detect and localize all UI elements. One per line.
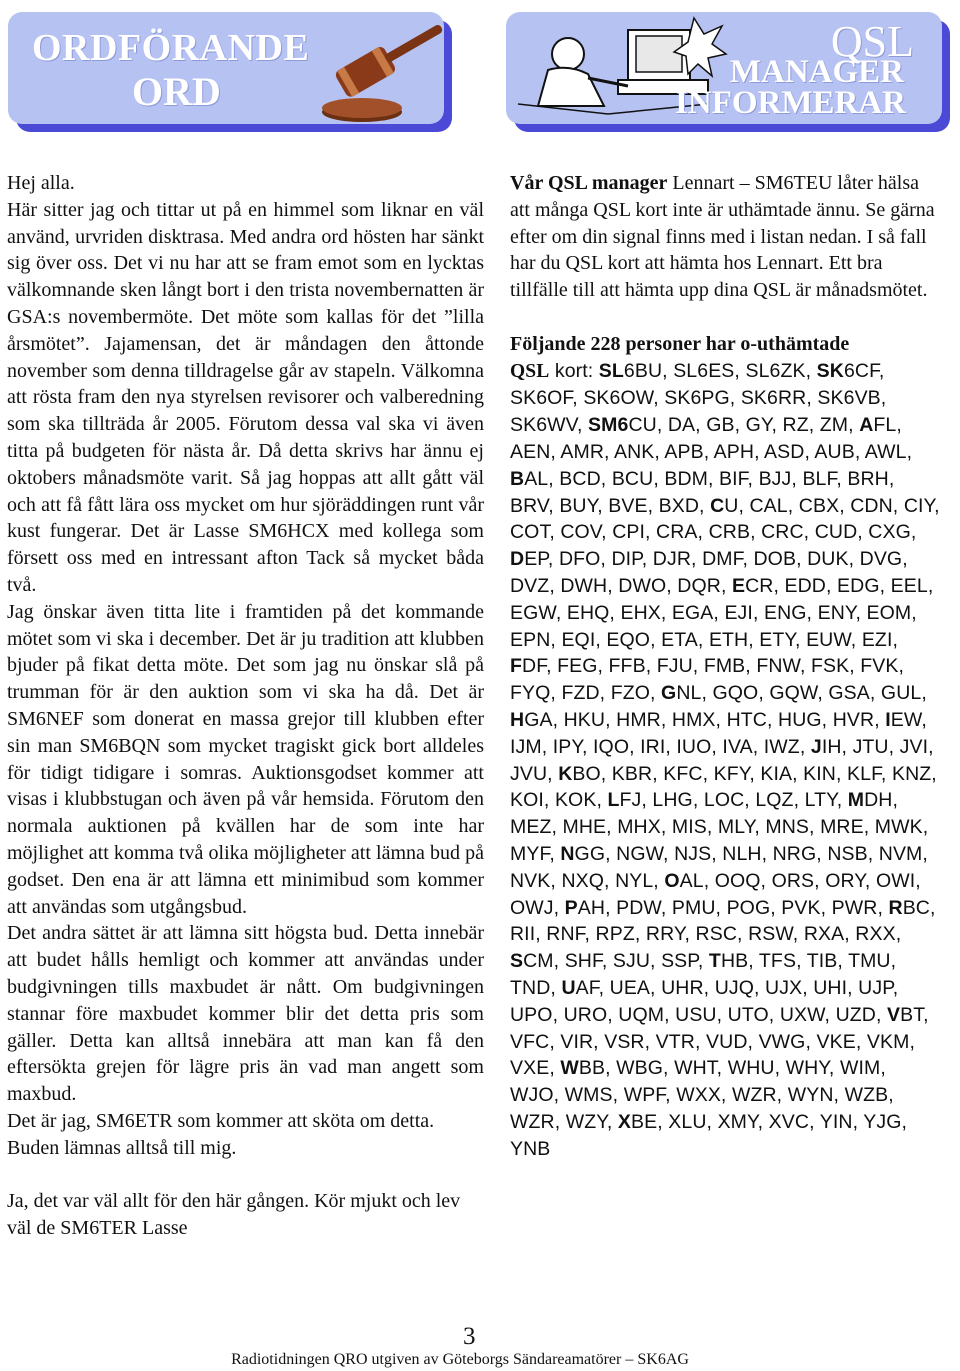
qsl-list-heading [510,331,940,358]
page-number: 3 [463,1323,476,1350]
qsl-callsign: GSA [828,682,870,705]
qsl-callsign: UEA [609,976,651,999]
qsl-callsign: MIS [671,816,707,839]
qsl-callsign: UZD [835,1003,876,1026]
header-banner-qsl [506,12,942,124]
footer-text: Radiotidningen QRO utgiven av Göteborgs Sändareamatörer – SK6AG [231,1351,689,1368]
letter-closing: Ja, det var väl allt för den här gången. Kör mjukt och lev väl de SM6TER Lasse [7,1190,461,1240]
qsl-callsign: TIB [806,950,838,973]
qsl-callsign: XLU [668,1110,707,1133]
qsl-callsign: CUD [814,521,858,544]
header-right-line1: QSL [830,17,914,66]
qsl-callsign: UJQ [714,976,754,999]
qsl-callsign: WYN [787,1084,834,1107]
qsl-callsign: EGW [510,601,556,624]
qsl-callsign: IEW [885,708,922,731]
qsl-callsign: CIY [903,494,935,517]
qsl-callsign: EJI [724,601,753,624]
qsl-callsign: FZO [610,682,650,705]
qsl-callsign: WHU [727,1057,775,1080]
qsl-callsign: URO [563,1003,608,1026]
qsl-callsign: RSW [748,923,793,946]
qsl-callsign: HGA [510,708,553,731]
qsl-callsign: KFC [663,762,703,785]
qsl-callsign: SJU [612,950,651,973]
qsl-callsign: EHX [620,601,661,624]
qsl-callsign: RXX [855,923,896,946]
qsl-callsign: CDN [850,494,893,517]
qsl-callsign: SK6OF [510,387,573,410]
qsl-callsign: JVI [899,735,929,758]
page-footer [0,1351,960,1369]
qsl-callsign: DWH [560,574,608,597]
qsl-callsign: WBB [560,1057,606,1080]
qsl-callsign: GY [745,414,772,437]
qsl-callsign: MDH [847,789,893,812]
qsl-callsign: RPZ [595,923,635,946]
qsl-callsign: NXQ [561,869,605,892]
qsl-callsign: DJR [652,548,692,571]
qsl-callsign: RII [510,923,536,946]
qsl-callsign: MEZ [510,816,552,839]
qsl-callsign: PAH [564,896,606,919]
qsl-callsign: FFB [608,655,646,678]
qsl-callsign: VBT [887,1003,924,1026]
qsl-callsign: BRH [847,467,889,490]
qsl-callsign: KBO [558,762,601,785]
qsl-callsign: FYQ [510,682,551,705]
qsl-callsign: IPY [552,735,582,758]
qsl-callsign: GUL [880,682,922,705]
qsl-callsign: WZR [731,1084,777,1107]
qsl-callsign: MYF [510,842,550,865]
qsl-callsign: VTR [655,1030,695,1053]
qsl-callsign: WHY [785,1057,829,1080]
qsl-callsign: WXX [676,1084,721,1107]
qsl-callsign: DUK [807,548,849,571]
qsl-callsign: NJS [674,842,712,865]
qsl-callsign: SK6CF [816,359,879,382]
header-left-line2: ORD [132,69,221,114]
qsl-callsign: EOM [866,601,912,624]
qsl-callsign: MHX [617,816,661,839]
qsl-list-heading2-rest: kort: [549,359,599,382]
qsl-callsign: SK6PG [664,387,730,410]
qsl-callsign: DA [667,414,696,437]
letter-paragraph: Det andra sättet är att lämna sitt högsta bud. Detta innebär att budet hålls hemligt och kommer att användas under budgivningen tills maxbudet är nått. Om budgivningen stannar före maxbudet kommer blir det detta pris som gäller. Detta kan alltså innebära att man kan få den eftersökta grejen för lägre pris än vad man angett som maxbud. [7,922,484,1106]
header-right-line2: MANAGER [729,54,904,90]
qsl-callsign: EEL [890,574,928,597]
qsl-callsign: VKE [816,1030,856,1053]
qsl-callsign: COT [510,521,550,544]
qsl-callsign: CRC [761,521,804,544]
qsl-callsign: ETH [708,628,749,651]
qsl-callsign: BCU [611,467,654,490]
qsl-callsign: VIR [560,1030,594,1053]
qsl-callsign: EUW [806,628,851,651]
qsl-callsign: GQW [769,682,818,705]
qsl-callsign: NRG [772,842,817,865]
qsl-callsign: DMF [702,548,743,571]
qsl-callsign: NVK [510,869,551,892]
qsl-callsign: MLY [717,816,755,839]
qsl-callsign: IQO [593,735,630,758]
qsl-callsign: LTY [804,789,837,812]
qsl-callsign: XVC [768,1110,810,1133]
qsl-manager-notice [510,170,940,1162]
qsl-callsign: OAL [664,869,704,892]
qsl-callsign: KLF [847,762,881,785]
qsl-callsign: GB [706,414,735,437]
qsl-callsign: BIF [719,467,748,490]
qsl-callsign: MNS [765,816,810,839]
qsl-list-heading2-bold: QSL [510,360,550,382]
qsl-callsign: MRE [820,816,864,839]
qsl-callsign: EPN [510,628,551,651]
qsl-callsign: UQM [618,1003,665,1026]
qsl-callsign: EDG [837,574,880,597]
qsl-callsign: USU [675,1003,717,1026]
qsl-callsign: WMS [564,1084,613,1107]
qsl-callsign: HMR [616,708,661,731]
qsl-callsign: CPI [612,521,645,544]
qsl-callsign: BJJ [758,467,792,490]
qsl-callsign: DVZ [510,574,550,597]
qsl-callsign: WZY [565,1110,607,1133]
qsl-callsign: EQI [561,628,596,651]
qsl-callsign: ECR [731,574,774,597]
qsl-callsign: GQO [712,682,759,705]
qsl-callsign: BLF [802,467,837,490]
qsl-callsign: YIN [819,1110,853,1133]
qsl-callsign: RNF [546,923,585,946]
qsl-callsign: APB [664,440,704,463]
qsl-callsign: FJU [656,655,693,678]
qsl-callsign: LQZ [755,789,794,812]
chairman-letter [7,170,484,1242]
qsl-callsign: RXA [803,923,845,946]
qsl-callsign: CBX [798,494,840,517]
header-right-line3: INFORMERAR [675,85,906,121]
qsl-callsign: SSP [661,950,698,973]
qsl-callsign: SHF [564,950,602,973]
qsl-callsign: SL6ES [673,359,735,382]
qsl-callsign: RBC [888,896,930,919]
qsl-callsign: SL6ZK [745,359,806,382]
qsl-callsign: IUO [676,735,712,758]
qsl-callsign: APH [713,440,755,463]
qsl-callsign: HTC [726,708,767,731]
qsl-callsign: EQO [606,628,651,651]
qsl-callsign: BDM [664,467,708,490]
header-banner-ordforande [8,12,444,124]
qsl-callsign: IWZ [763,735,800,758]
qsl-callsign: DFO [558,548,601,571]
qsl-callsign: THB [708,950,749,973]
qsl-callsign: AEN [510,440,551,463]
qsl-callsign: ENY [817,601,856,624]
qsl-callsign: EDD [784,574,826,597]
qsl-callsign: CXG [868,521,911,544]
qsl-callsign-list [510,358,940,1163]
qsl-callsign: YJG [863,1110,902,1133]
qsl-callsign: CAL [749,494,788,517]
qsl-callsign: FZD [561,682,600,705]
qsl-callsign: SK6VB [817,387,881,410]
qsl-callsign: UHI [813,976,848,999]
letter-paragraph: Det är jag, SM6ETR som kommer att sköta om detta. Buden lämnas alltså till mig. [7,1109,435,1159]
qsl-callsign: FNW [756,655,800,678]
qsl-callsign: HKU [563,708,606,731]
qsl-callsign: CRB [708,521,751,544]
qsl-callsign: VWG [758,1030,806,1053]
qsl-callsign: UHR [661,976,704,999]
qsl-callsign: VFC [510,1030,550,1053]
greeting: Hej alla. [7,172,75,194]
qsl-callsign: HVR [832,708,875,731]
qsl-callsign: FDF [510,655,547,678]
qsl-callsign: DVG [859,548,903,571]
qsl-callsign: OWJ [510,896,554,919]
qsl-callsign: XBE [617,1110,658,1133]
qsl-callsign: VKM [866,1030,910,1053]
qsl-callsign: KBR [611,762,653,785]
qsl-callsign: SM6CU [588,414,657,437]
qsl-callsign: AFL [859,414,897,437]
qsl-callsign: NSB [827,842,868,865]
qsl-callsign: ENG [763,601,807,624]
letter-paragraph: Jag önskar även titta lite i framtiden på det kommande mötet som vi ska i december. Det är ju tradition att klubben bjuder på fikat detta möte. Det som jag nu önskar slå på trumman för är den auktion som vi ska ha då. Det är SM6NEF som donerat en massa grejor till klubben efter sin man SM6BQN som mycket tragiskt gick bort alldeles för tidigt tidigare i somras. Auktionsgodset kommer att visas i klubbstugan och även på vår hemsida. Förutom den normala auktionen på kvällen har de som inte har möjlighet att komma två olika möjligheter att lämna bud på godset. Den ena är att lämna ett minimibud som kommer att användas som utgångsbud. [7,600,484,918]
qsl-callsign: FVK [860,655,899,678]
qsl-callsign: NGW [616,842,664,865]
qsl-callsign: BVE [608,494,648,517]
qsl-callsign: PVK [781,896,821,919]
qsl-callsign: FEG [557,655,598,678]
qsl-callsign: KFY [713,762,750,785]
qsl-callsign: DOB [753,548,797,571]
qsl-callsign: LFJ [607,789,642,812]
qsl-callsign: UPO [510,1003,553,1026]
qsl-callsign: NLH [722,842,762,865]
qsl-callsign: DWO [618,574,667,597]
qsl-callsign: DEP [510,548,548,571]
qsl-callsign: SL6BU [598,359,663,382]
qsl-callsign: JIH [810,735,842,758]
qsl-callsign: ZM [819,414,849,437]
qsl-callsign: LOC [703,789,745,812]
qsl-callsign: OOQ [714,869,761,892]
qsl-callsign: ANK [613,440,655,463]
qsl-callsign: RZ [782,414,809,437]
qsl-callsign: WJO [510,1084,554,1107]
qsl-callsign: VXE [510,1057,550,1080]
qsl-callsign: ETY [759,628,796,651]
qsl-callsign: JVU [510,762,548,785]
qsl-callsign: UJP [858,976,893,999]
qsl-callsign: DIP [611,548,642,571]
qsl-callsign: ORS [771,869,815,892]
qsl-callsign: WHT [674,1057,717,1080]
qsl-callsign: RRY [645,923,685,946]
qsl-callsign: BUY [559,494,598,517]
qsl-callsign: PDW [616,896,661,919]
qsl-callsign: TMU [848,950,891,973]
header-left-line1: ORDFÖRANDE [32,27,310,69]
letter-paragraph: Här sitter jag och tittar ut på en himmel som liknar en väl använd, urvriden disktrasa. Med andra ord hösten har sänkt sig över oss. Det vi nu har att se fram emot som en lycktas välkomnande sken långt bort i den trista novembernatten är GSA:s novembermöte. Det möte som kallas för det ”lilla årsmötet”. Jajamensan, det är måndagen den åttonde november som denna tilldragelse går av stapeln. Välkomna att rösta fram den nya styrelsen revisorer och valberedning som ska tillträda år 2005. Förutom dessa val ska vi även titta på budgeten för nästa år. Då detta skrivs har ännu ej oktobers månadsmöte varit. Så jag hoppas att allt gått väl och att få fått lära oss mycket om hur sjöräddingen runt vår kust fungerar. Det är Lasse SM6HCX med kollega som försett oss med en intressant afton Tack så mycket båda två. [7,198,484,596]
qsl-callsign: SK6RR [740,387,807,410]
qsl-callsign: WIM [839,1057,881,1080]
qsl-callsign: IVA [722,735,753,758]
qsl-callsign: KIA [760,762,793,785]
qsl-callsign: HUG [778,708,822,731]
qsl-callsign: WBG [616,1057,664,1080]
qsl-callsign: EGA [671,601,714,624]
callsigns: SL6BU, SL6ES, SL6ZK, SK6CF, SK6OF, SK6OW, SK6PG, SK6RR, SK6VB, SK6WV, SM6CU, DA, GB, GY, RZ, ZM, AFL, AEN, AMR, ANK, APB, APH, ASD, AUB, AWL, BAL, BCD, BCU, BDM, BIF, BJJ, BLF, BRH, BRV, BUY, BVE, BXD, CU, CAL, CBX, CDN, CIY, COT, COV, CPI, CRA, CRB, CRC, CUD, CXG, DEP, DFO, DIP, DJR, DMF, DOB, DUK, DVG, DVZ, DWH, DWO, DQR, ECR, EDD, EDG, EEL, EGW, EHQ, EHX, EGA, EJI, ENG, ENY, EOM, EPN, EQI, EQO, ETA, ETH, ETY, EUW, EZI, FDF, FEG, FFB, FJU, FMB, FNW, FSK, FVK, FYQ, FZD, FZO, GNL, GQO, GQW, GSA, GUL, HGA, HKU, HMR, HMX, HTC, HUG, HVR, IEW, IJM, IPY, IQO, IRI, IUO, IVA, IWZ, JIH, JTU, JVI, JVU, KBO, KBR, KFC, KFY, KIA, KIN, KLF, KNZ, KOI, KOK, LFJ, LHG, LOC, LQZ, LTY, MDH, MEZ, MHE, MHX, MIS, MLY, MNS, MRE, MWK, MYF, NGG, NGW, NJS, NLH, NRG, NSB, NVM, NVK, NXQ, NYL, OAL, OOQ, ORS, ORY, OWI, OWJ, PAH, PDW, PMU, POG, PVK, PWR, RBC, RII, RNF, RPZ, RRY, RSC, RSW, RXA, RXX, SCM, SHF, SJU, SSP, THB, TFS, TIB, TMU, TND, UAF, UEA, UHR, UJQ, UJX, UHI, UJP, UPO, URO, UQM, USU, UTO, UXW, UZD, VBT, VFC, VIR, VSR, VTR, VUD, VWG, VKE, VKM, VXE, WBB, WBG, WHT, WHU, WHY, WIM, WJO, WMS, WPF, WXX, WZR, WYN, WZB, WZR, WZY, XBE, XLU, XMY, XVC, YIN, YJG, YNB [510,359,940,1160]
qsl-callsign: IJM [510,735,542,758]
qsl-callsign: UAF [561,976,599,999]
qsl-callsign: VSR [604,1030,645,1053]
qsl-callsign: CU [710,494,739,517]
qsl-callsign: TND [510,976,551,999]
qsl-callsign: EHQ [566,601,610,624]
qsl-callsign: UXW [779,1003,825,1026]
qsl-callsign: ASD [764,440,805,463]
qsl-callsign: GNL [661,682,702,705]
qsl-callsign: KOI [510,789,544,812]
qsl-callsign: POG [726,896,771,919]
qsl-callsign: CRA [656,521,698,544]
qsl-callsign: IRI [640,735,666,758]
qsl-callsign: NGG [560,842,606,865]
qsl-callsign: BCD [559,467,601,490]
qsl-callsign: SK6OW [583,387,654,410]
qsl-callsign: JTU [852,735,889,758]
qsl-callsign: KOK [554,789,597,812]
qsl-intro-text: Lennart – SM6TEU låter hälsa att många QSL kort inte är uthämtade ännu. Se gärna efter om din signal finns med i listan nedan. I så fall har du QSL kort att hämta hos Lennart. Ett bra tillfälle till att hämta upp dina QSL är månadsmötet. [510,172,935,302]
qsl-callsign: TFS [758,950,797,973]
qsl-callsign: AUB [814,440,855,463]
qsl-list-heading-text: Följande 228 personer har o-uthämtade [510,332,850,355]
qsl-callsign: EZI [861,628,893,651]
qsl-callsign: MWK [874,816,923,839]
qsl-callsign: PMU [671,896,716,919]
qsl-callsign: COV [560,521,602,544]
qsl-callsign: KNZ [891,762,932,785]
qsl-callsign: SCM [510,950,554,973]
qsl-callsign: RSC [695,923,738,946]
qsl-callsign: UTO [727,1003,769,1026]
qsl-callsign: NYL [615,869,654,892]
qsl-callsign: XMY [717,1110,758,1133]
qsl-callsign: ETA [661,628,698,651]
qsl-callsign: FMB [703,655,746,678]
qsl-callsign: LHG [652,789,693,812]
qsl-callsign: AMR [560,440,605,463]
qsl-callsign: BAL [510,467,549,490]
qsl-callsign: HMX [671,708,716,731]
qsl-callsign: VUD [706,1030,748,1053]
qsl-callsign: ORY [825,869,865,892]
qsl-callsign: KIN [803,762,836,785]
qsl-intro-bold: Vår QSL manager [510,172,668,194]
gavel-icon [314,20,444,124]
qsl-callsign: WZR [510,1110,555,1133]
qsl-callsign: PWR [831,896,878,919]
qsl-callsign: YNB [510,1137,551,1160]
qsl-callsign: SK6WV [510,414,577,437]
qsl-callsign: MHE [562,816,607,839]
qsl-callsign: DQR [677,574,721,597]
qsl-callsign: BRV [510,494,549,517]
qsl-callsign: WZB [844,1084,889,1107]
qsl-callsign: BXD [658,494,700,517]
qsl-callsign: AWL [864,440,907,463]
qsl-callsign: FSK [811,655,850,678]
qsl-callsign: WPF [623,1084,666,1107]
qsl-callsign: NVM [878,842,923,865]
qsl-callsign: UJX [765,976,803,999]
qsl-intro [510,170,940,304]
qsl-callsign: OWI [875,869,916,892]
